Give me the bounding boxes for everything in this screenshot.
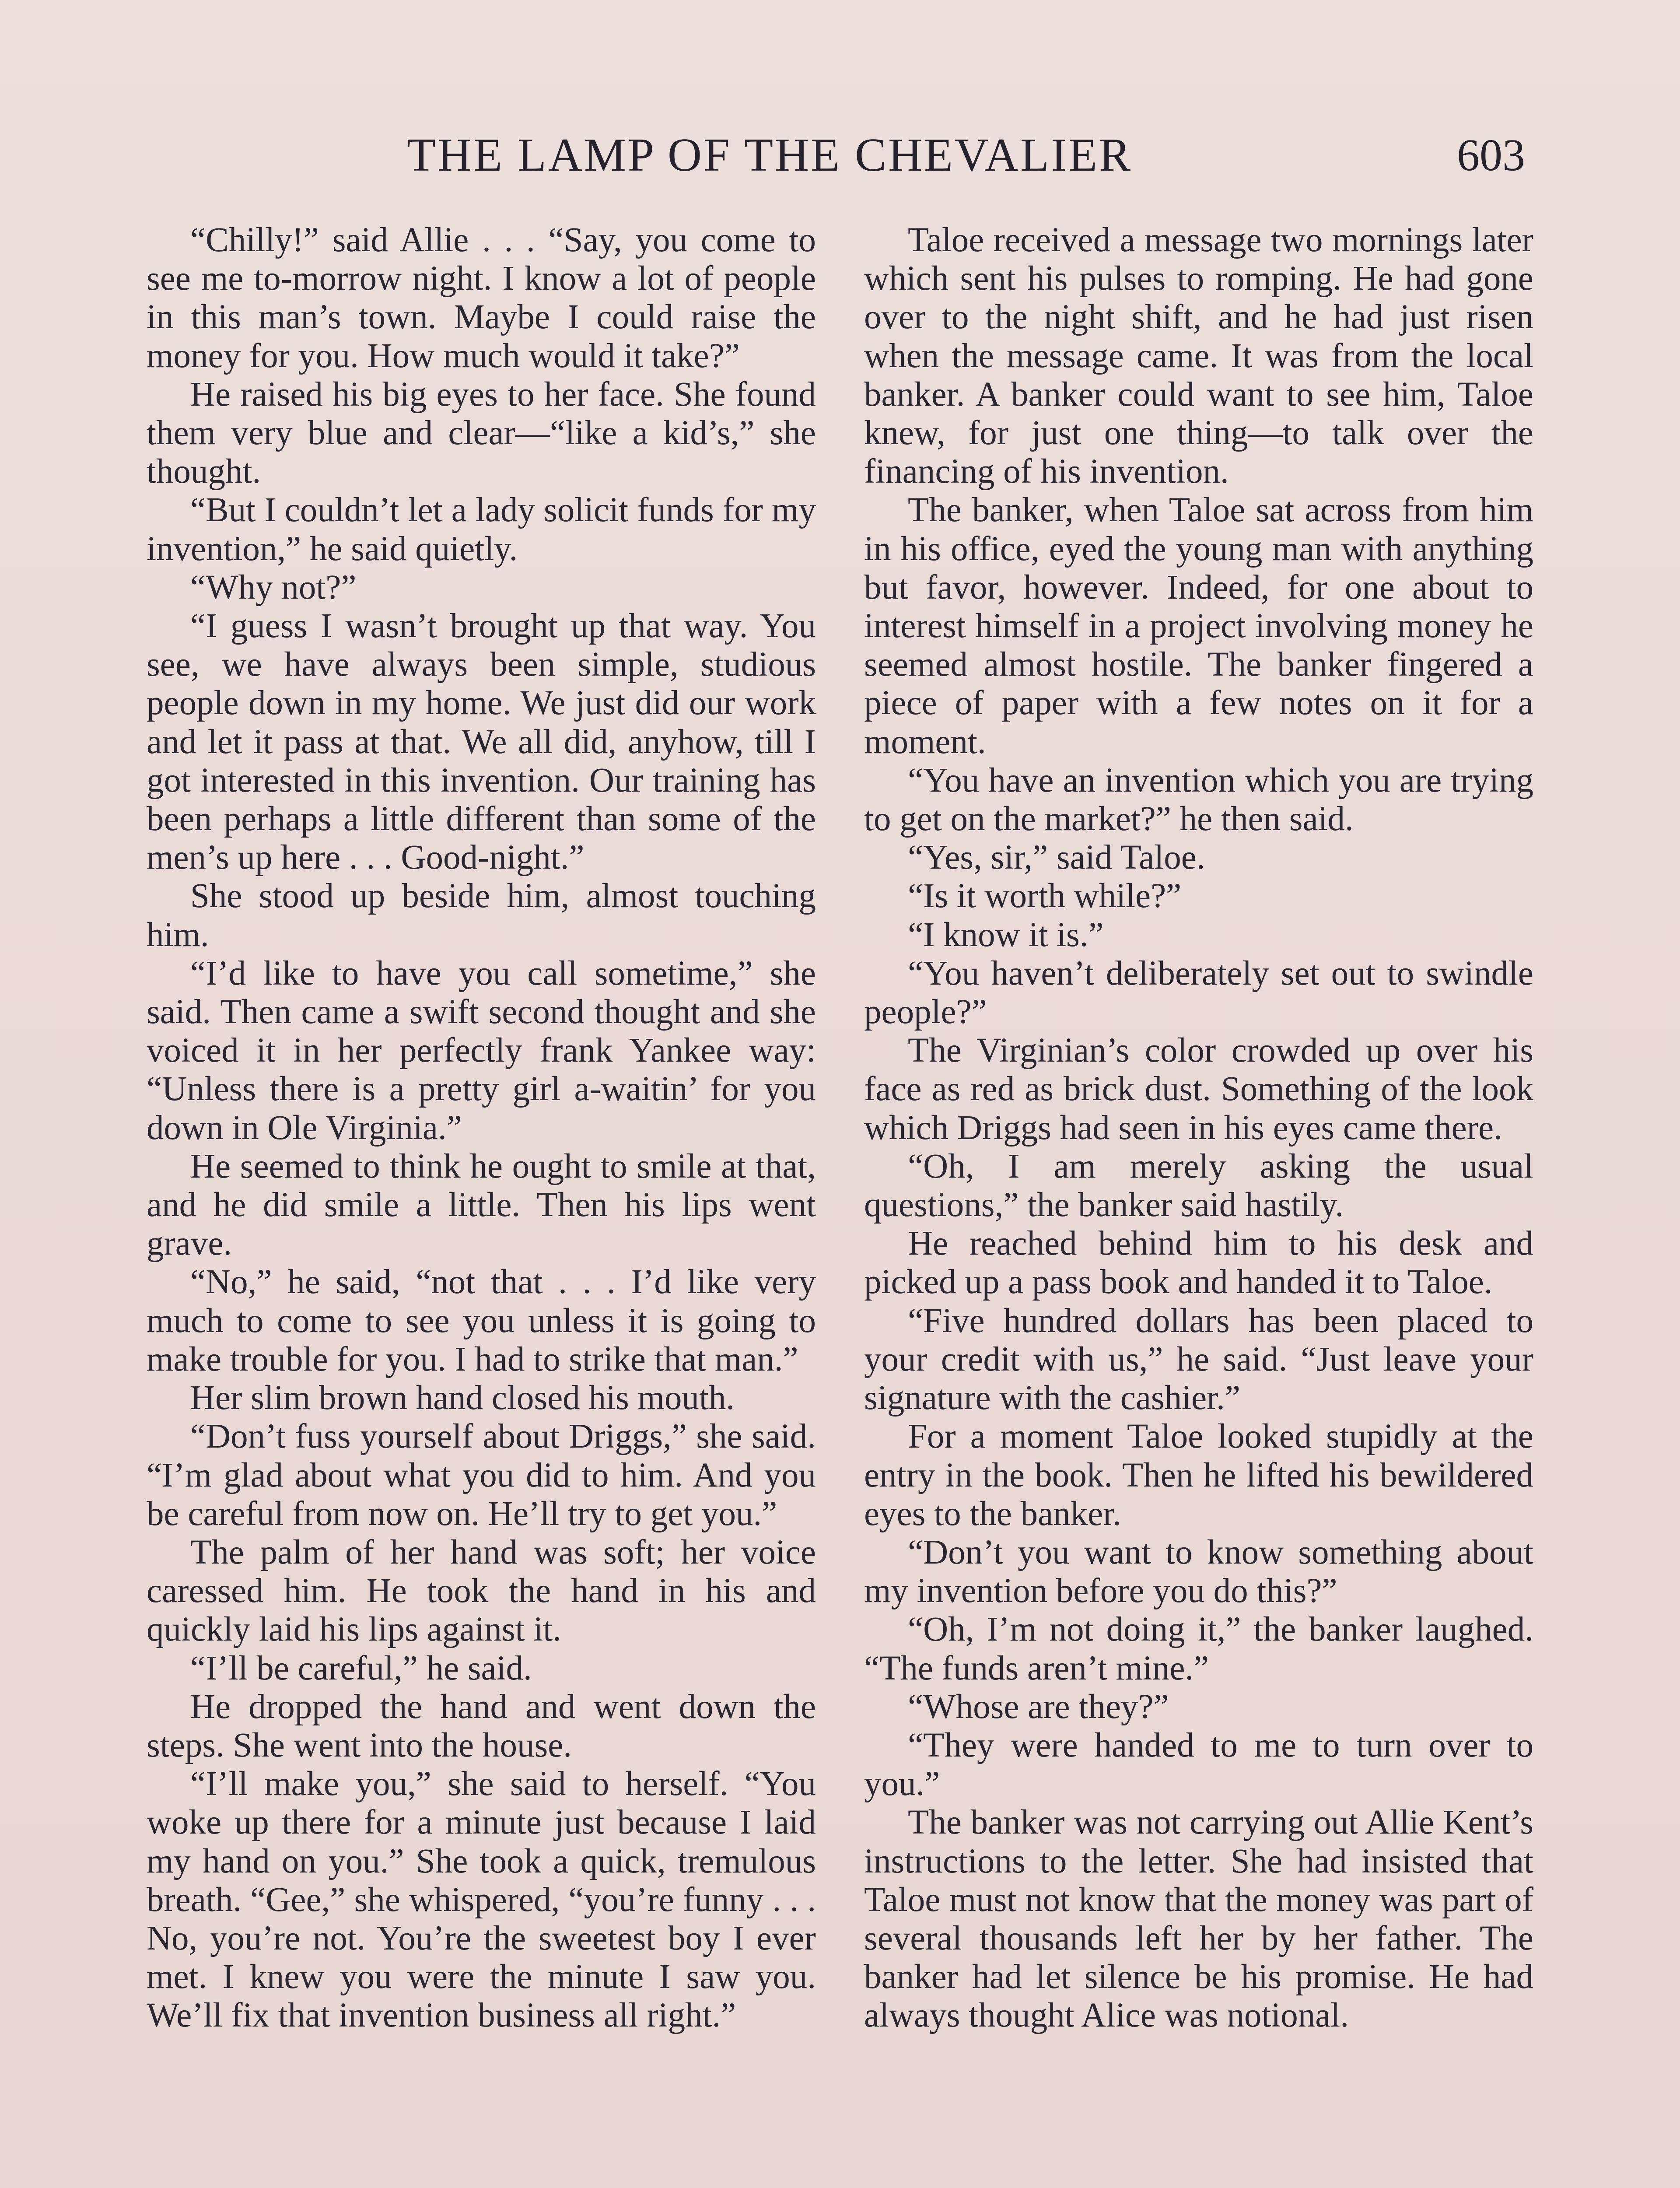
right-column xyxy=(864,221,1533,2035)
paragraph: “Chilly!” said Allie . . . “Say, you come to see me to-morrow night. I know a lot of people in this man’s town. Maybe I could raise the money for you. How much would it take?” xyxy=(147,221,816,375)
left-column xyxy=(147,221,816,2035)
paragraph: The banker was not carrying out Allie Kent’s instructions to the letter. She had insisted that Taloe must not know that the money was part of several thousands left her by her father. The banker had let silence be his promise. He had always thought Alice was notional. xyxy=(864,1803,1533,2035)
paragraph: “You haven’t deliberately set out to swindle people?” xyxy=(864,954,1533,1031)
paragraph: “I know it is.” xyxy=(908,915,1104,954)
paragraph: “Yes, sir,” said Taloe. xyxy=(908,838,1205,877)
paragraph: “Don’t you want to know something about my invention before you do this?” xyxy=(864,1533,1533,1610)
paragraph: “I’ll be careful,” he said. xyxy=(190,1649,532,1687)
paragraph: “Why not?” xyxy=(190,568,357,607)
paragraph: “Whose are they?” xyxy=(908,1687,1169,1726)
paragraph: She stood up beside him, almost touching him. xyxy=(147,877,816,954)
paragraph: The Virginian’s color crowded up over his face as red as brick dust. Something of the look which Driggs had seen in his eyes came there. xyxy=(864,1031,1533,1147)
paragraph: “You have an invention which you are trying to get on the market?” he then said. xyxy=(864,761,1533,838)
paragraph: He raised his big eyes to her face. She found them very blue and clear—“like a kid’s,” she thought. xyxy=(147,375,816,491)
running-title: THE LAMP OF THE CHEVALIER xyxy=(407,129,1133,181)
paragraph: “Five hundred dollars has been placed to your credit with us,” he said. “Just leave your signature with the cashier.” xyxy=(864,1301,1533,1417)
paragraph: “They were handed to me to turn over to you.” xyxy=(864,1726,1533,1803)
paragraph: For a moment Taloe looked stupidly at the entry in the book. Then he lifted his bewildered eyes to the banker. xyxy=(864,1417,1533,1533)
paragraph: “I’d like to have you call sometime,” she said. Then came a swift second thought and she voiced it in her perfectly frank Yankee way: “Unless there is a pretty girl a-waitin’ for you down in Ole Virginia.” xyxy=(147,954,816,1147)
paragraph: “Don’t fuss yourself about Driggs,” she said. “I’m glad about what you did to him. And you be careful from now on. He’ll try to get you.” xyxy=(147,1417,816,1533)
paragraph: The palm of her hand was soft; her voice caressed him. He took the hand in his and quickly laid his lips against it. xyxy=(147,1533,816,1649)
paragraph: “I’ll make you,” she said to herself. “You woke up there for a minute just because I laid my hand on you.” She took a quick, tremulous breath. “Gee,” she whispered, “you’re funny . . . No, you’re not. You’re the sweetest boy I ever met. I knew you were the minute I saw you. We’ll fix that invention business all right.” xyxy=(147,1765,816,2035)
paragraph: “But I couldn’t let a lady solicit funds for my invention,” he said quietly. xyxy=(147,491,816,568)
paragraph: “Is it worth while?” xyxy=(908,877,1182,915)
paragraph: The banker, when Taloe sat across from him in his office, eyed the young man with anything but favor, however. Indeed, for one about to interest himself in a project involving money he seemed almost hostile. The banker fingered a piece of paper with a few notes on it for a moment. xyxy=(864,491,1533,761)
paragraph: Her slim brown hand closed his mouth. xyxy=(190,1379,735,1417)
paragraph: Taloe received a message two mornings later which sent his pulses to romping. He had gone over to the night shift, and he had just risen when the message came. It was from the local banker. A banker could want to see him, Taloe knew, for just one thing—to talk over the financing of his invention. xyxy=(864,221,1533,491)
paragraph: He dropped the hand and went down the steps. She went into the house. xyxy=(147,1687,816,1764)
paragraph: He seemed to think he ought to smile at that, and he did smile a little. Then his lips went grave. xyxy=(147,1147,816,1263)
paragraph: “Oh, I’m not doing it,” the banker laughed. “The funds aren’t mine.” xyxy=(864,1610,1533,1687)
paragraph: “I guess I wasn’t brought up that way. You see, we have always been simple, studious people down in my home. We just did our work and let it pass at that. We all did, anyhow, till I got interested in this invention. Our training has been perhaps a little different than some of the men’s up here . . . Good-night.” xyxy=(147,607,816,877)
paragraph: “No,” he said, “not that . . . I’d like very much to come to see you unless it is going to make trouble for you. I had to strike that man.” xyxy=(147,1263,816,1378)
page-number: 603 xyxy=(1457,130,1525,180)
paragraph: He reached behind him to his desk and picked up a pass book and handed it to Taloe. xyxy=(864,1224,1533,1301)
running-head xyxy=(0,123,1680,188)
paragraph: “Oh, I am merely asking the usual questions,” the banker said hastily. xyxy=(864,1147,1533,1224)
